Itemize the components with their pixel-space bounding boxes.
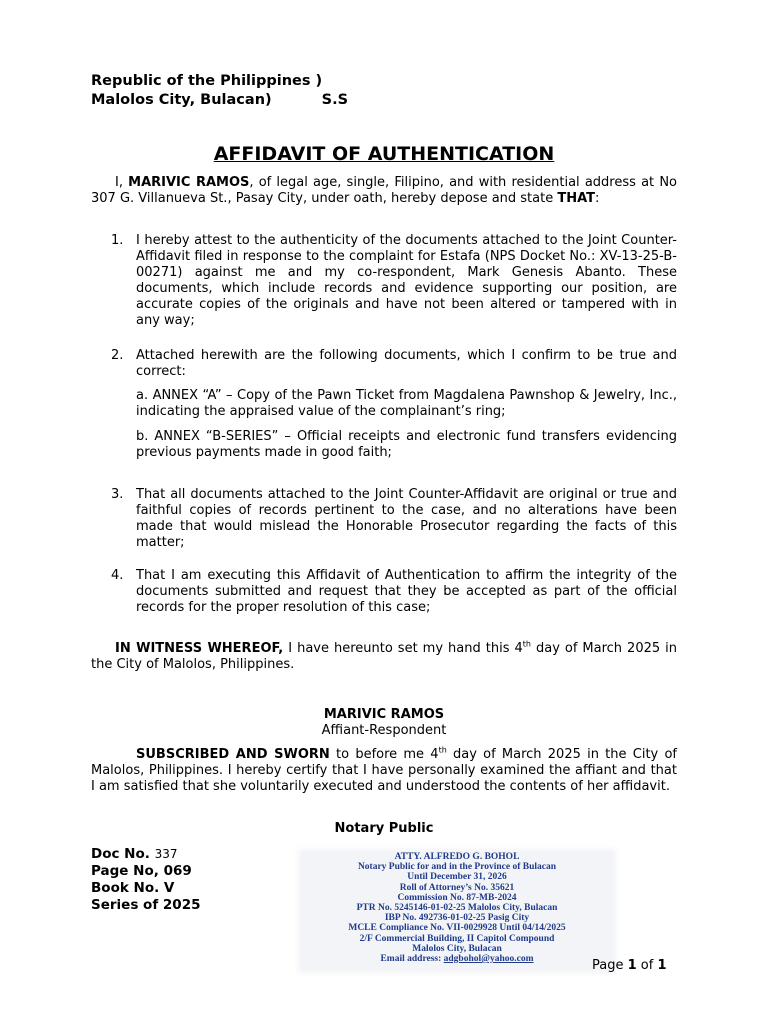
annex-item: b. ANNEX “B-SERIES” – Official receipts and electronic fund transfers evidencing previous payments made in good faith; <box>136 429 677 460</box>
book-number: Book No. V <box>91 880 175 896</box>
intro-affiant-name: MARIVIC RAMOS <box>128 175 250 190</box>
venue-line-2 <box>91 91 348 110</box>
witness-lead: IN WITNESS WHEREOF, <box>115 641 284 656</box>
doc-number-label: Doc No. <box>91 846 155 862</box>
witness-paragraph <box>91 641 677 673</box>
list-item-text: That all documents attached to the Joint Counter-Affidavit are original or true and faithful copies of records pertinent to the case, and no alterations have been made that would mislead the Honorable Prosecutor regarding the facts of this matter; <box>136 487 677 550</box>
stamp-line: Roll of Attorney’s No. 35621 <box>399 882 515 893</box>
venue-line-1: Republic of the Philippines ) <box>91 73 323 89</box>
notary-stamp <box>301 852 613 970</box>
sworn-sup: th <box>438 745 447 755</box>
series-year: Series of 2025 <box>91 897 201 913</box>
sworn-paragraph <box>91 747 677 795</box>
page-footer <box>592 958 667 974</box>
list-item-text: Attached herewith are the following documents, which I confirm to be true and correct: <box>136 348 677 379</box>
venue-city: Malolos City, Bulacan) <box>91 92 272 108</box>
page-prefix: Page <box>592 958 628 973</box>
list-item-text: I hereby attest to the authenticity of the documents attached to the Joint Counter-Affidavit filed in response to the complaint for Estafa (NPS Docket No.: XV-13-25-B-00271) against me and my co-respondent, Mark Genesis Abanto. These documents, which include records and evidence supporting our position, are accurate copies of the originals and have not been altered or tampered with in any way; <box>136 233 677 328</box>
page-total: 1 <box>657 958 667 973</box>
stamp-line: Notary Public for and in the Province of Bulacan <box>357 862 557 873</box>
intro-text-3: : <box>595 191 600 206</box>
stamp-line: 2/F Commercial Building, II Capitol Compound <box>359 933 555 944</box>
stamp-email-line <box>301 954 613 964</box>
sworn-lead: SUBSCRIBED AND SWORN <box>136 747 330 762</box>
list-item-number: 3. <box>111 487 124 502</box>
venue-ss: S.S <box>321 92 349 108</box>
document-title: AFFIDAVIT OF AUTHENTICATION <box>213 143 555 165</box>
notarial-register-info <box>91 846 200 914</box>
stamp-line: Until December 31, 2026 <box>407 872 507 883</box>
stamp-line: PTR No. 5245146-01-02-25 Malolos City, Bulacan <box>356 903 558 914</box>
annex-item: a. ANNEX “A” – Copy of the Pawn Ticket from Magdalena Pawnshop & Jewelry, Inc., indicating the appraised value of the complainant’s ring; <box>136 388 677 419</box>
page-mid: of <box>636 958 658 973</box>
intro-that: THAT <box>557 191 596 206</box>
witness-sup: th <box>522 639 531 649</box>
intro-paragraph <box>91 175 677 207</box>
affiant-role: Affiant-Respondent <box>321 723 447 738</box>
sworn-text-2: day of March 2025 in the City of Malolos, Philippines. I hereby certify that I have personally examined the affiant and that I am satisfied that she voluntarily executed and understood the contents of her affidavit. <box>91 747 677 794</box>
stamp-line: MCLE Compliance No. VII-0029928 Until 04/14/2025 <box>348 923 566 934</box>
witness-text-1: I have hereunto set my hand this 4 <box>283 641 523 656</box>
list-item-text: That I am executing this Affidavit of Authentication to affirm the integrity of the documents submitted and request that they be accepted as part of the official records for the proper resolution of this case; <box>136 568 677 615</box>
intro-text-2: , of legal age, single, Filipino, and with residential address at No 307 G. Villanueva St., Pasay City, under oath, hereby depose and state <box>91 175 677 206</box>
venue-header <box>91 72 348 110</box>
stamp-email: adgbohol@yahoo.com <box>443 954 534 965</box>
witness-text-2: day of March 2025 in the City of Malolos, Philippines. <box>91 641 677 672</box>
intro-text-1: I, <box>115 175 129 190</box>
page-current: 1 <box>627 958 637 973</box>
notary-public-label: Notary Public <box>334 821 434 836</box>
stamp-line: Commission No. 87-MB-2024 <box>397 892 517 903</box>
stamp-line: Malolos City, Bulacan <box>412 943 502 954</box>
list-item-number: 2. <box>111 348 124 363</box>
list-item-number: 4. <box>111 568 124 583</box>
stamp-email-label: Email address: <box>380 954 444 965</box>
sworn-text-1: to before me 4 <box>329 747 439 762</box>
stamp-line: ATTY. ALFREDO G. BOHOL <box>394 852 520 862</box>
affiant-name: MARIVIC RAMOS <box>323 707 445 722</box>
stamp-line: IBP No. 492736-01-02-25 Pasig City <box>384 913 530 924</box>
page-number-entry: Page No, 069 <box>91 863 192 879</box>
doc-number <box>91 846 200 863</box>
doc-number-value: 337 <box>154 847 178 861</box>
list-item-number: 1. <box>111 233 124 248</box>
